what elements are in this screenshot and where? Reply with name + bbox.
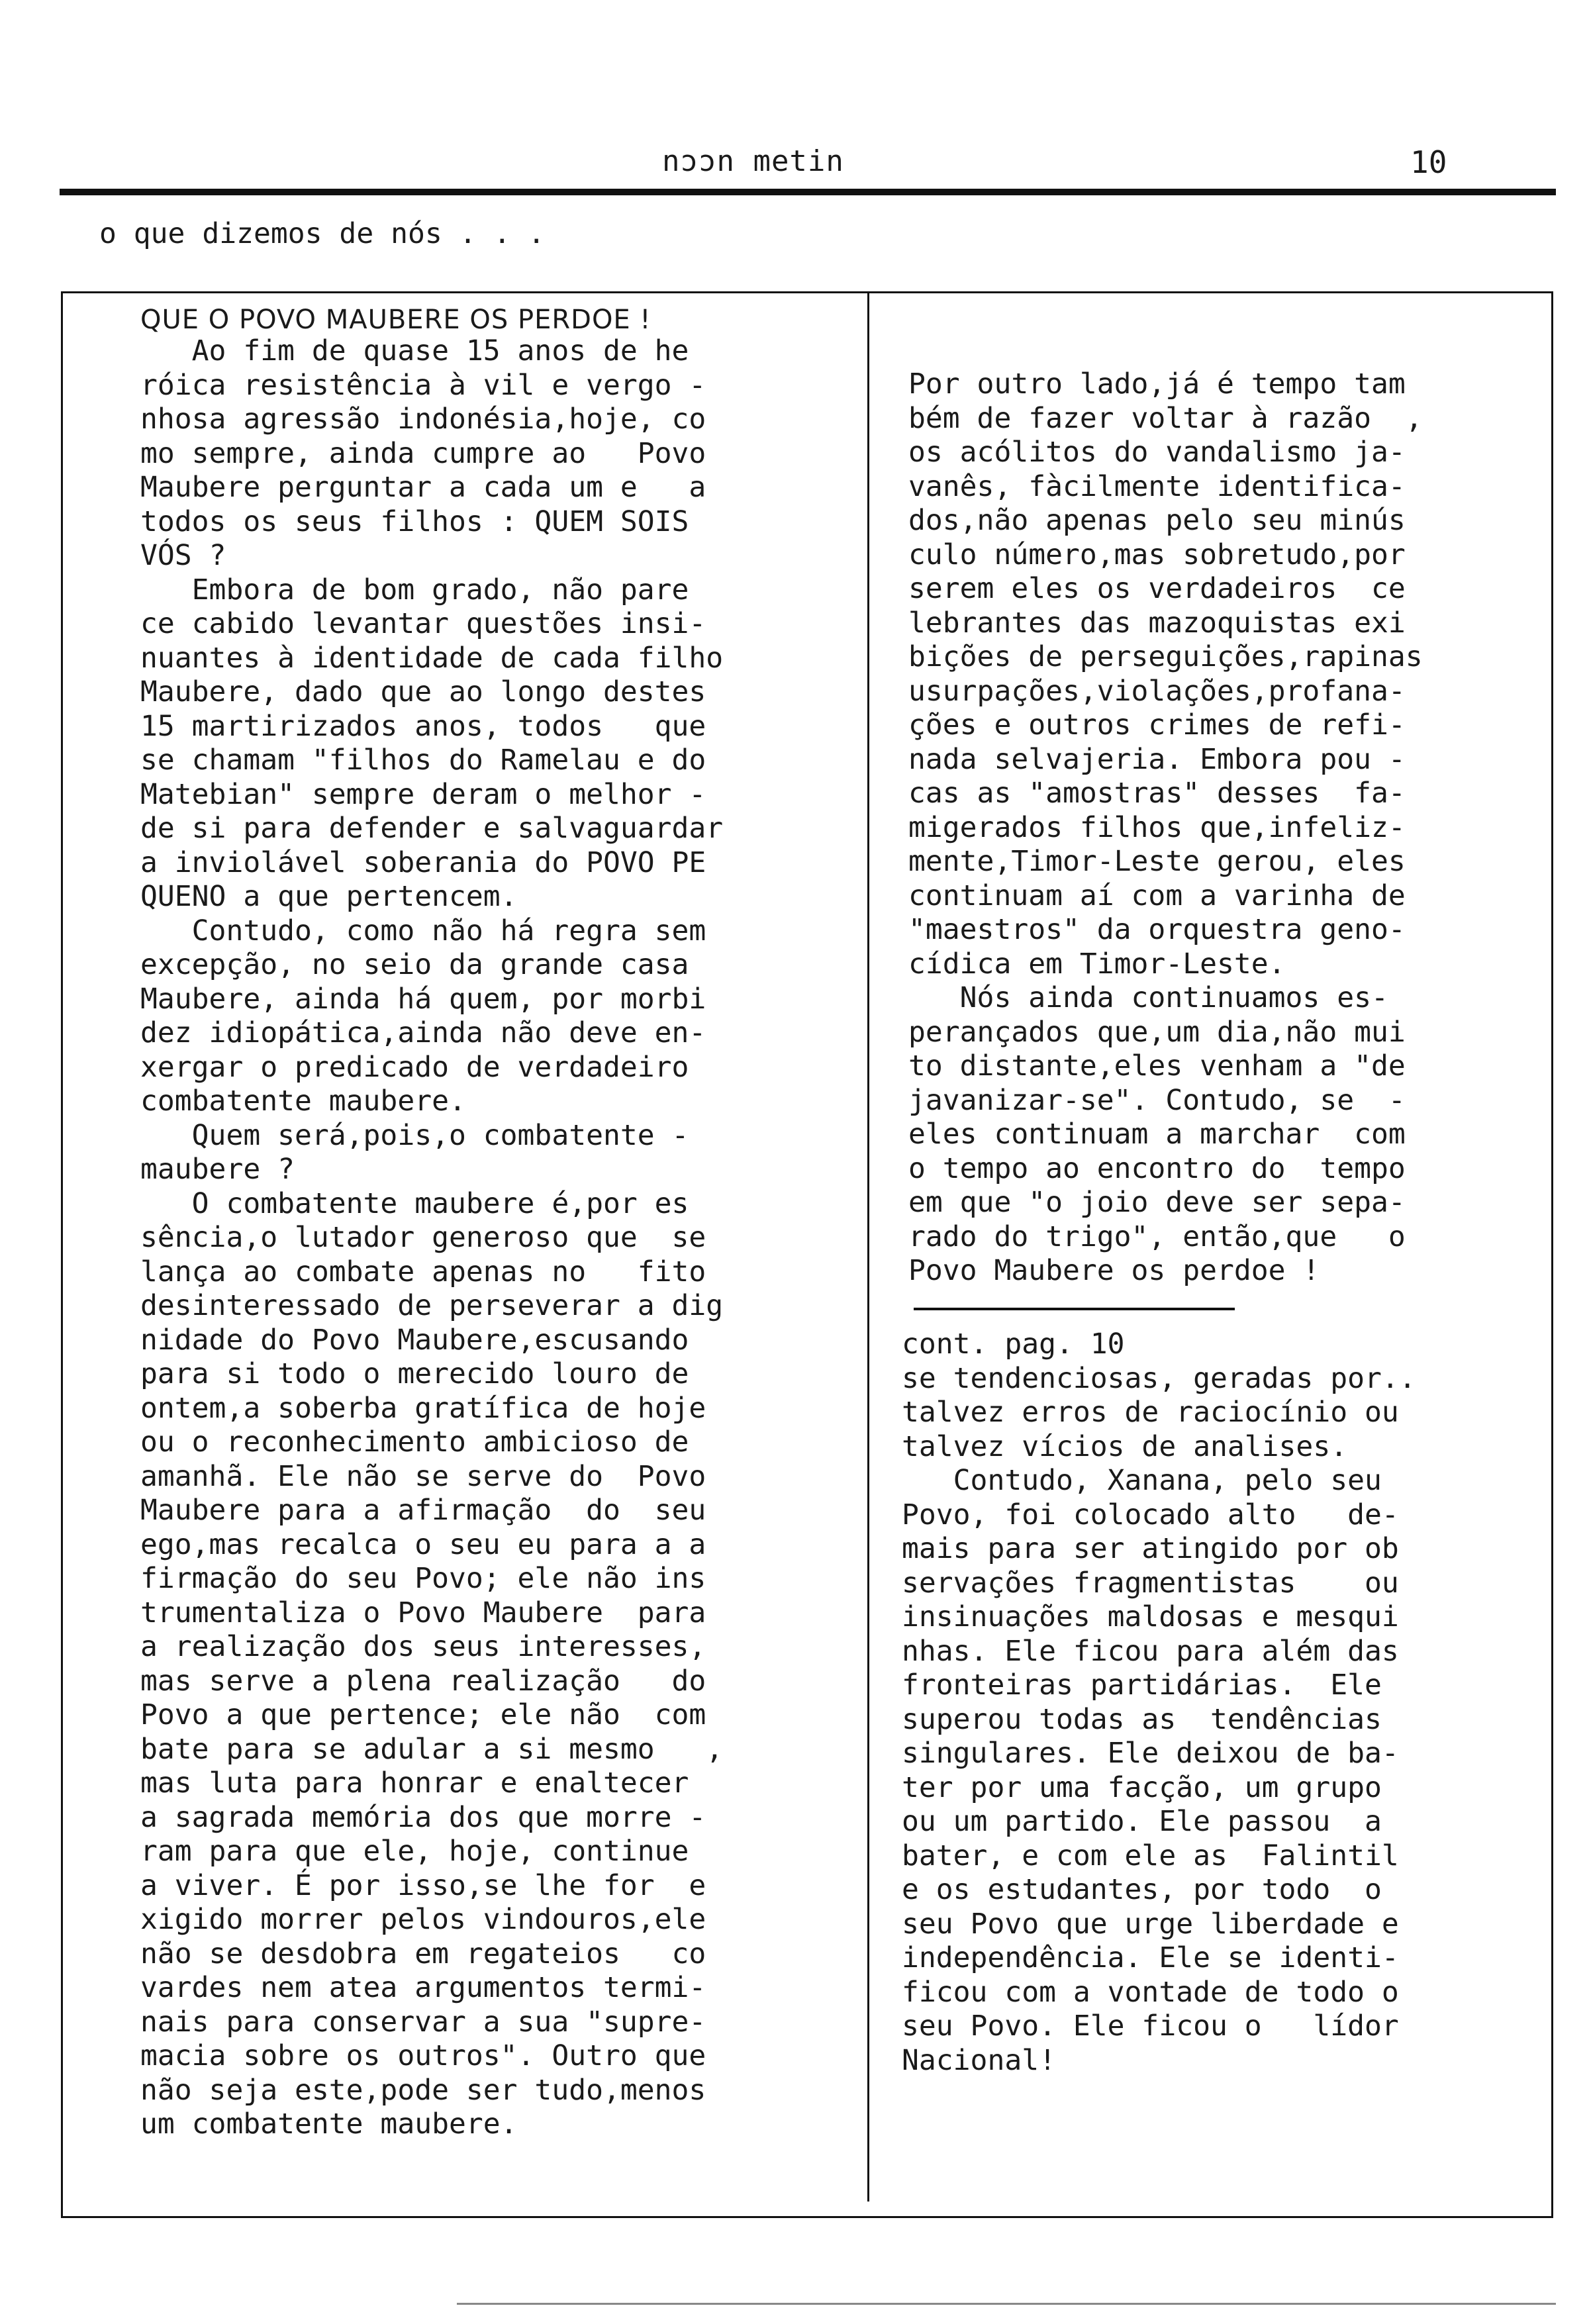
bottom-rule bbox=[457, 2303, 1556, 2305]
right-column-text: Por outro lado,já é tempo tam bém de fazer voltar à razão , os acólitos do vandalismo ja- vanês, fàcilmente identifica- dos,não apenas pelo seu minús culo número,mas sobretudo,por serem eles os verdadeiros ce lebrantes das mazoquistas exi bições de perseguições,rapinas usurpações,violações,profana- ções e outros crimes de refi- nada selvajeria. Embora pou - cas as "amostras" desses fa- migerados filhos que,infeliz- mente,Timor-Leste gerou, eles continuam aí com a varinha de "maestros" da orquestra geno- cídica em Timor-Leste. Nós ainda continuamos es- perançados que,um dia,não mui to distante,eles venham a "de javanizar-se". Contudo, se - eles continuam a marchar com o tempo ao encontro do tempo em que "o joio deve ser sepa- rado do trigo", então,que o Povo Maubere os perdoe ! bbox=[908, 367, 1423, 1287]
section-label: o que dizemos de nós . . . bbox=[99, 217, 546, 250]
page-number: 10 bbox=[1410, 144, 1447, 180]
continuation-rule bbox=[914, 1308, 1235, 1310]
column-divider bbox=[867, 291, 869, 2202]
left-column-text: Ao fim de quase 15 anos de he róica resistência à vil e vergo - nhosa agressão indonésia,hoje, co mo sempre, ainda cumpre ao Povo Maubere perguntar a cada um e a todos os seus filhos : QUEM SOIS VÓS ? Embora de bom grado, não pare ce cabido levantar questões insi- nuantes à identidade de cada filho Maubere, dado que ao longo destes 15 martirizados anos, todos que se chamam "filhos do Ramelau e do Matebian" sempre deram o melhor - de si para defender e salvaguardar a inviolável soberania do POVO PE QUENO a que pertencem. Contudo, como não há regra sem excepção, no seio da grande casa Maubere, ainda há quem, por morbi dez idiopática,ainda não deve en- xergar o predicado de verdadeiro combatente maubere. Quem será,pois,o combatente - maubere ? O combatente maubere é,por es sência,o lutador generoso que se lança ao combate apenas no fito desinteressado de perseverar a dig nidade do Povo Maubere,escusando para si todo o merecido louro de ontem,a soberba gratífica de hoje ou o reconhecimento ambicioso de amanhã. Ele não se serve do Povo Maubere para a afirmação do seu ego,mas recalca o seu eu para a a firmação do seu Povo; ele não ins trumentaliza o Povo Maubere para a realização dos seus interesses, mas serve a plena realização do Povo a que pertence; ele não com bate para se adular a si mesmo , mas luta para honrar e enaltecer a sagrada memória dos que morre - ram para que ele, hoje, continue a viver. É por isso,se lhe for e xigido morrer pelos vindouros,ele não se desdobra em regateios co vardes nem atea argumentos termi- nais para conservar a sua "supre- macia sobre os outros". Outro que não seja este,pode ser tudo,menos um combatente maubere. bbox=[140, 334, 724, 2141]
continuation-text: cont. pag. 10 se tendenciosas, geradas por.. talvez erros de raciocínio ou talvez vícios de analises. Contudo, Xanana, pelo seu Povo, foi colocado alto de- mais para ser atingido por ob servações fragmentistas ou insinuações maldosas e mesqui nhas. Ele ficou para além das fronteiras partidárias. Ele superou todas as tendências singulares. Ele deixou de ba- ter por uma facção, um grupo ou um partido. Ele passou a bater, e com ele as Falintil e os estudantes, por todo o seu Povo que urge liberdade e independência. Ele se identi- ficou com a vontade de todo o seu Povo. Ele ficou o lídor Nacional! bbox=[902, 1328, 1416, 2077]
header-rule bbox=[60, 189, 1556, 195]
masthead-title: nɔɔn metin bbox=[662, 144, 844, 178]
article-heading: QUE O POVO MAUBERE OS PERDOE ! bbox=[140, 305, 651, 335]
